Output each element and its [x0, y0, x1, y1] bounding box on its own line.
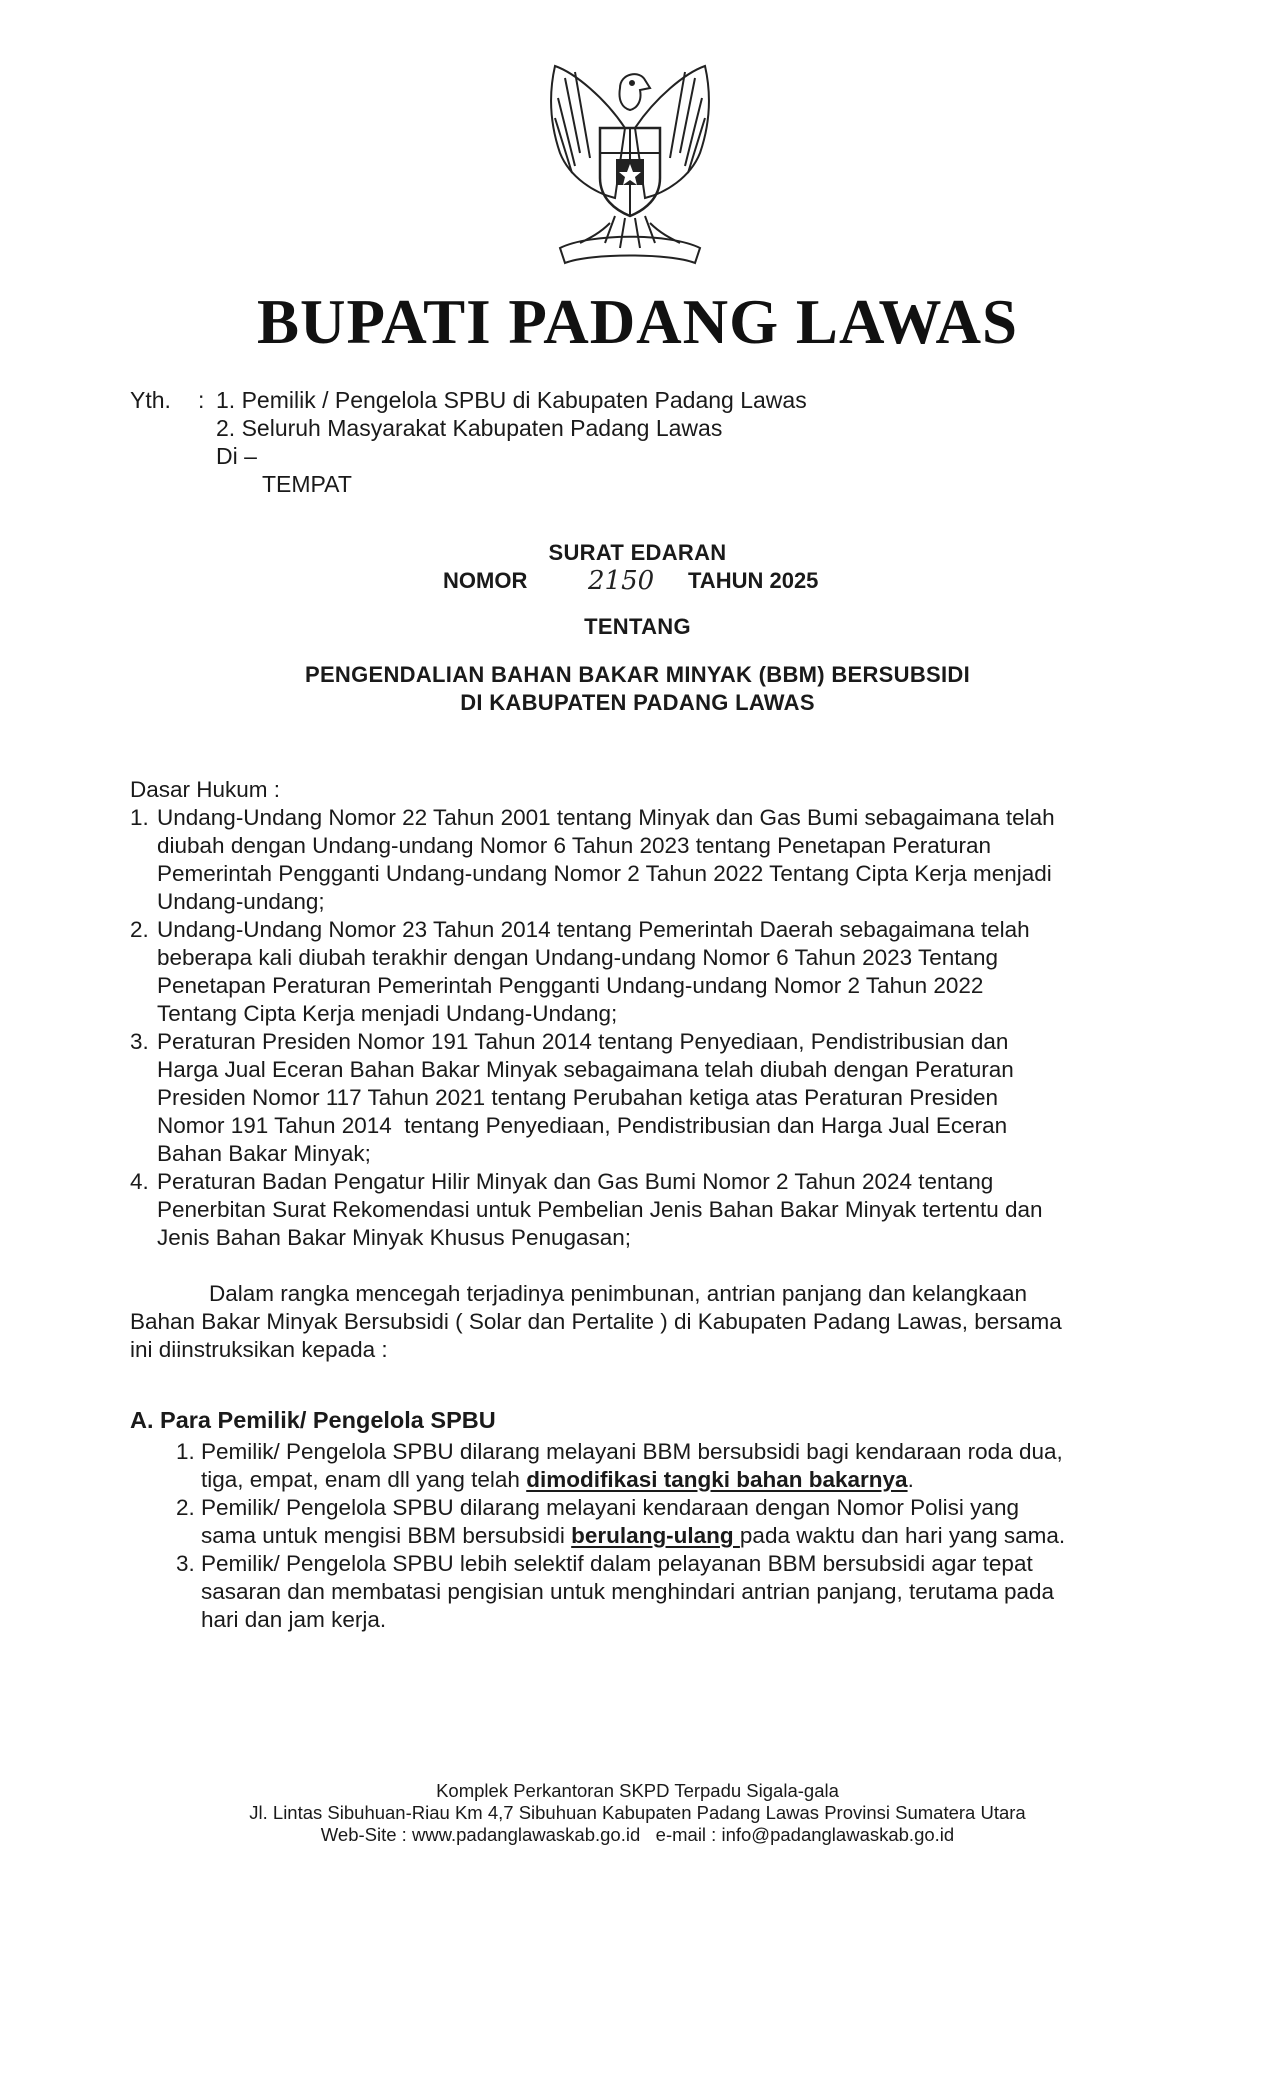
instruction-number: 1.: [176, 1439, 195, 1464]
footer-line-1: Komplek Perkantoran SKPD Terpadu Sigala-gala: [436, 1780, 839, 1801]
doc-type: SURAT EDARAN: [548, 540, 727, 565]
addressee-line-3: Di –: [216, 443, 257, 469]
footer-line-3: Web-Site : www.padanglawaskab.go.id e-mail : info@padanglawaskab.go.id: [320, 1824, 955, 1845]
legal-item-4-line: Peraturan Badan Pengatur Hilir Minyak dan Gas Bumi Nomor 2 Tahun 2024 tentang: [157, 1169, 994, 1194]
legal-item-2-line: Undang-Undang Nomor 23 Tahun 2014 tentang Pemerintah Daerah sebagaimana telah: [157, 917, 1030, 942]
addressee-label: Yth.: [130, 387, 171, 413]
subject-line-2: DI KABUPATEN PADANG LAWAS: [460, 690, 815, 715]
intro-line-2: Bahan Bakar Minyak Bersubsidi ( Solar dan Pertalite ) di Kabupaten Padang Lawas, bersama: [130, 1309, 1062, 1334]
section-a-heading: A. Para Pemilik/ Pengelola SPBU: [130, 1407, 496, 1433]
intro-line-3: ini diinstruksikan kepada :: [130, 1337, 388, 1362]
instruction-1-line-1: Pemilik/ Pengelola SPBU dilarang melayani BBM bersubsidi bagi kendaraan roda dua,: [201, 1439, 1063, 1464]
instruction-2-line-1: Pemilik/ Pengelola SPBU dilarang melayani kendaraan dengan Nomor Polisi yang: [201, 1495, 1019, 1520]
garuda-emblem-icon: [520, 58, 740, 283]
instruction-1-line-2: tiga, empat, enam dll yang telah dimodifikasi tangki bahan bakarnya.: [201, 1467, 914, 1492]
legal-item-number: 1.: [130, 805, 149, 830]
subject-line-1: PENGENDALIAN BAHAN BAKAR MINYAK (BBM) BERSUBSIDI: [304, 662, 971, 687]
legal-item-2-line: beberapa kali diubah terakhir dengan Undang-undang Nomor 6 Tahun 2023 Tentang: [157, 945, 999, 970]
addressee-colon: :: [198, 387, 205, 413]
legal-item-number: 3.: [130, 1029, 149, 1054]
instruction-number: 2.: [176, 1495, 195, 1520]
legal-item-1-line: Undang-Undang Nomor 22 Tahun 2001 tentang Minyak dan Gas Bumi sebagaimana telah: [157, 805, 1055, 830]
legal-item-number: 2.: [130, 917, 149, 942]
legal-item-1-line: Undang-undang;: [157, 889, 325, 914]
emphasis-modified-tank: dimodifikasi tangki bahan bakarnya: [526, 1467, 908, 1492]
footer-line-2: Jl. Lintas Sibuhuan-Riau Km 4,7 Sibuhuan Kabupaten Padang Lawas Provinsi Sumatera Utara: [249, 1802, 1026, 1823]
nomor-value: 2150: [588, 566, 655, 596]
nomor-label: NOMOR: [443, 568, 528, 593]
legal-item-1-line: diubah dengan Undang-undang Nomor 6 Tahun 2023 tentang Penetapan Peraturan: [157, 833, 992, 858]
legal-basis-heading: Dasar Hukum :: [130, 777, 281, 802]
legal-item-4-line: Penerbitan Surat Rekomendasi untuk Pembelian Jenis Bahan Bakar Minyak tertentu dan: [157, 1197, 1043, 1222]
legal-item-3-line: Nomor 191 Tahun 2014 tentang Penyediaan, Pendistribusian dan Harga Jual Eceran: [157, 1113, 1008, 1138]
tahun-label: TAHUN 2025: [688, 568, 819, 593]
legal-item-3-line: Bahan Bakar Minyak;: [157, 1141, 371, 1166]
legal-item-1-line: Pemerintah Pengganti Undang-undang Nomor 2 Tahun 2022 Tentang Cipta Kerja menjadi: [157, 861, 1052, 886]
addressee-line-2: 2. Seluruh Masyarakat Kabupaten Padang Lawas: [216, 415, 723, 441]
instruction-3-line-3: hari dan jam kerja.: [201, 1607, 387, 1632]
intro-line-1: Dalam rangka mencegah terjadinya penimbunan, antrian panjang dan kelangkaan: [209, 1281, 1028, 1306]
addressee-line-1: 1. Pemilik / Pengelola SPBU di Kabupaten Padang Lawas: [216, 387, 807, 413]
instruction-3-line-2: sasaran dan membatasi pengisian untuk menghindari antrian panjang, terutama pada: [201, 1579, 1055, 1604]
legal-item-2-line: Penetapan Peraturan Pemerintah Pengganti Undang-undang Nomor 2 Tahun 2022: [157, 973, 984, 998]
emphasis-repeated: berulang-ulang: [571, 1523, 740, 1548]
instruction-3-line-1: Pemilik/ Pengelola SPBU lebih selektif dalam pelayanan BBM bersubsidi agar tepat: [201, 1551, 1033, 1576]
regent-title: BUPATI PADANG LAWAS: [256, 287, 1019, 357]
instruction-number: 3.: [176, 1551, 195, 1576]
legal-item-number: 4.: [130, 1169, 149, 1194]
legal-item-3-line: Harga Jual Eceran Bahan Bakar Minyak sebagaimana telah diubah dengan Peraturan: [157, 1057, 1014, 1082]
addressee-line-4: TEMPAT: [262, 471, 352, 497]
legal-item-4-line: Jenis Bahan Bakar Minyak Khusus Penugasan;: [157, 1225, 632, 1250]
legal-item-3-line: Presiden Nomor 117 Tahun 2021 tentang Perubahan ketiga atas Peraturan Presiden: [157, 1085, 998, 1110]
instruction-2-line-2: sama untuk mengisi BBM bersubsidi berulang-ulang pada waktu dan hari yang sama.: [201, 1523, 1066, 1548]
legal-item-3-line: Peraturan Presiden Nomor 191 Tahun 2014 tentang Penyediaan, Pendistribusian dan: [157, 1029, 1009, 1054]
legal-item-2-line: Tentang Cipta Kerja menjadi Undang-Undang;: [157, 1001, 618, 1026]
tentang-label: TENTANG: [584, 614, 691, 639]
